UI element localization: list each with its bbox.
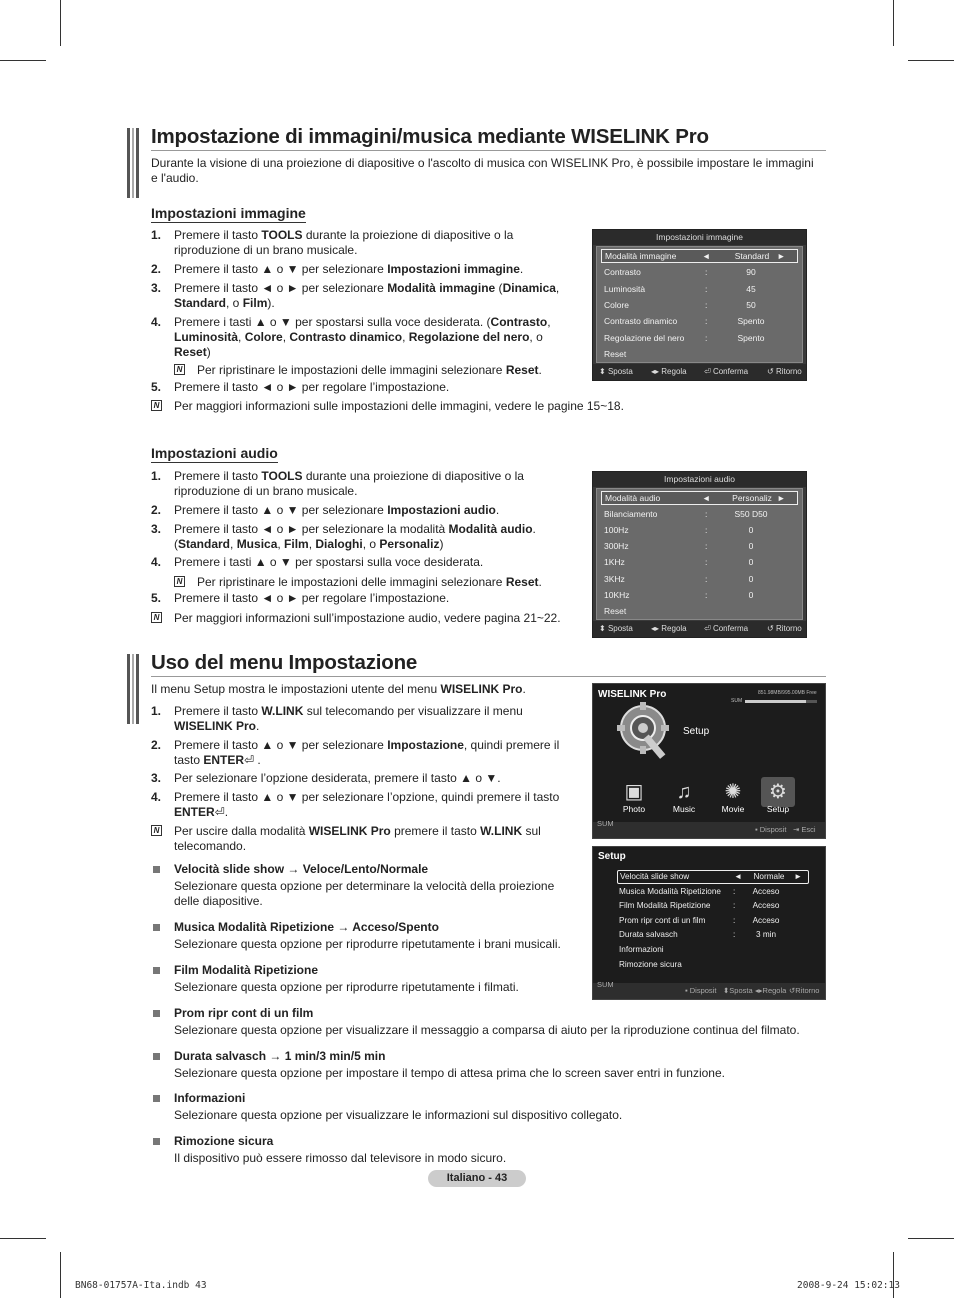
- section-intro: Durante la visione di una proiezione di diapositive o l'ascolto di musica con WISELINK Pro, è possibile impostare le immagini e l'audio.: [151, 156, 814, 185]
- row-colon: :: [733, 901, 736, 911]
- note-text: Per ripristinare le impostazioni delle immagini selezionare Reset.: [197, 363, 542, 377]
- title-rule: [151, 150, 826, 151]
- step-text: Premere i tasti ▲ o ▼ per spostarsi sulla voce desiderata.: [174, 555, 484, 569]
- osd-title: Impostazioni immagine: [593, 230, 806, 245]
- crop-mark: [893, 0, 894, 46]
- section-bar: [127, 128, 139, 198]
- wiselink-brand: WISELINK Pro: [598, 689, 667, 700]
- bullet-square-icon: [153, 924, 160, 931]
- row-value: Standard: [734, 251, 770, 261]
- wiselink-main-menu: [592, 683, 826, 839]
- row-value: Spento: [737, 332, 765, 343]
- section-title: Impostazione di immagini/musica mediante WISELINK Pro: [151, 125, 709, 148]
- option-title: Velocità slide show → Veloce/Lento/Normale: [174, 862, 429, 876]
- crop-mark: [893, 1252, 894, 1298]
- note-text: Per maggiori informazioni sulle impostazioni delle immagini, vedere le pagine 15~18.: [174, 399, 624, 413]
- osd-row[interactable]: [601, 507, 798, 521]
- osd-title: Impostazioni audio: [593, 472, 806, 487]
- osd-audio-settings: [592, 471, 807, 638]
- device-button[interactable]: ▪ Disposit: [685, 986, 717, 995]
- row-colon: :: [705, 267, 708, 278]
- row-colon: :: [705, 283, 708, 294]
- step-number: 4.: [151, 315, 162, 329]
- row-value: 0: [748, 525, 754, 536]
- row-colon: :: [705, 525, 708, 536]
- row-label: Contrasto: [604, 267, 641, 278]
- osd-move-hint: ⬍ Sposta: [599, 624, 633, 633]
- row-colon: :: [705, 573, 708, 584]
- osd-row[interactable]: [601, 347, 798, 361]
- osd-footer: [593, 621, 806, 637]
- osd-row[interactable]: [601, 555, 798, 569]
- row-value: 0: [748, 589, 754, 600]
- row-colon: :: [705, 299, 708, 310]
- row-value: Personaliz: [732, 493, 772, 503]
- setup-row[interactable]: [617, 943, 809, 957]
- right-arrow-icon: ►: [777, 493, 786, 503]
- option-title: Prom ripr cont di un film: [174, 1006, 314, 1020]
- osd-row[interactable]: [601, 331, 798, 345]
- setup-icon[interactable]: ⚙: [761, 777, 795, 807]
- music-icon[interactable]: ♫: [676, 781, 692, 803]
- osd-row[interactable]: [601, 265, 798, 279]
- bullet-square-icon: [153, 866, 160, 873]
- row-label: Modalità immagine: [605, 251, 677, 261]
- step-number: 4.: [151, 555, 162, 569]
- osd-row[interactable]: [601, 314, 798, 328]
- step-text: Premere il tasto ▲ o ▼ per selezionare Impostazioni immagine.: [174, 262, 524, 276]
- osd-move-hint: ⬍ Sposta: [599, 367, 633, 376]
- row-value: 3 min: [755, 930, 777, 940]
- left-arrow-icon: ◄: [702, 493, 711, 503]
- print-timestamp: 2008-9-24 15:02:13: [797, 1280, 900, 1291]
- current-section-label: Setup: [683, 726, 710, 737]
- step-number: 2.: [151, 262, 162, 276]
- row-label: Durata salvasch: [619, 930, 678, 940]
- step-number: 3.: [151, 281, 162, 295]
- row-colon: :: [705, 316, 708, 327]
- row-label: Reset: [604, 605, 627, 616]
- option-description: Selezionare questa opzione per impostare il tempo di attesa prima che lo screen saver entri in funzione.: [174, 1066, 725, 1080]
- osd-row[interactable]: [601, 588, 798, 602]
- step-number: 5.: [151, 380, 162, 394]
- step-text: Premere il tasto ◄ o ► per selezionare Modalità immagine (Dinamica, Standard, o Film).: [174, 281, 560, 310]
- osd-row[interactable]: [601, 298, 798, 312]
- note-text: Per uscire dalla modalità WISELINK Pro premere il tasto W.LINK sul telecomando.: [174, 824, 541, 853]
- osd-confirm-hint: ⏎ Conferma: [704, 367, 749, 376]
- step-number: 5.: [151, 591, 162, 605]
- step-text: Premere il tasto ▲ o ▼ per selezionare Impostazioni audio.: [174, 503, 500, 517]
- osd-selected-row[interactable]: [601, 249, 798, 263]
- row-label: Luminosità: [604, 283, 646, 294]
- step-text: Premere il tasto ◄ o ► per regolare l’impostazione.: [174, 380, 450, 394]
- osd-confirm-hint: ⏎ Conferma: [704, 624, 749, 633]
- right-arrow-icon: ►: [777, 251, 786, 261]
- step-text: Premere il tasto ▲ o ▼ per selezionare l’opzione, quindi premere il tasto ENTER⏎.: [174, 790, 560, 819]
- osd-footer: [593, 364, 806, 380]
- bullet-square-icon: [153, 1010, 160, 1017]
- wiselink-status-bar: [593, 819, 825, 838]
- section-intro: Il menu Setup mostra le impostazioni utente del menu WISELINK Pro.: [151, 682, 526, 696]
- osd-body: [596, 246, 803, 363]
- device-label: SUM: [597, 980, 614, 989]
- option-description: Selezionare questa opzione per riprodurre ripetutamente i filmati.: [174, 980, 519, 994]
- osd-adjust-hint: ◂▸ Regola: [651, 367, 687, 376]
- left-arrow-icon: ◄: [734, 872, 743, 881]
- step-text: Premere il tasto ◄ o ► per regolare l’impostazione.: [174, 591, 450, 605]
- osd-image-settings: [592, 229, 807, 381]
- row-value: 0: [748, 557, 754, 568]
- page-number-badge: Italiano - 43: [428, 1170, 526, 1187]
- option-title: Film Modalità Ripetizione: [174, 963, 319, 977]
- menu-label-setup[interactable]: Setup: [766, 804, 790, 814]
- row-label: Modalità audio: [605, 493, 661, 503]
- row-value: Acceso: [752, 915, 780, 925]
- row-label: 300Hz: [604, 541, 629, 552]
- crop-mark: [0, 1238, 46, 1239]
- row-label: 1KHz: [604, 557, 625, 568]
- back-hint: ↺Ritorno: [789, 986, 820, 995]
- setup-row[interactable]: [617, 899, 809, 913]
- osd-selected-row[interactable]: [601, 491, 798, 505]
- step-text: Premere il tasto ▲ o ▼ per selezionare Impostazione, quindi premere il tasto ENTER⏎ .: [174, 738, 560, 767]
- bullet-square-icon: [153, 1053, 160, 1060]
- row-colon: :: [733, 886, 736, 896]
- row-colon: :: [705, 557, 708, 568]
- step-number: 2.: [151, 738, 162, 752]
- exit-button[interactable]: ⇥ Esci: [793, 825, 816, 834]
- option-description: Il dispositivo può essere rimosso dal televisore in modo sicuro.: [174, 1151, 507, 1165]
- menu-label-music[interactable]: Music: [672, 804, 696, 814]
- row-value: Normale: [753, 872, 785, 881]
- osd-adjust-hint: ◂▸ Regola: [651, 624, 687, 633]
- row-label: Colore: [604, 299, 630, 310]
- osd-row[interactable]: [601, 282, 798, 296]
- device-label: SUM: [731, 698, 743, 704]
- row-label: 3KHz: [604, 573, 625, 584]
- osd-row[interactable]: [601, 539, 798, 553]
- osd-row[interactable]: [601, 604, 798, 618]
- row-label: 10KHz: [604, 589, 630, 600]
- option-title: Musica Modalità Ripetizione → Acceso/Spento: [174, 920, 439, 934]
- osd-back-hint: ↺ Ritorno: [767, 367, 802, 376]
- device-label: SUM: [597, 819, 614, 828]
- option-description: Selezionare questa opzione per visualizzare le informazioni sul dispositivo collegato.: [174, 1108, 623, 1122]
- step-text: Premere il tasto ◄ o ► per selezionare la modalità Modalità audio. (Standard, Musica, Film, Dialoghi, o Personaliz): [174, 522, 536, 551]
- bullet-square-icon: [153, 967, 160, 974]
- row-colon: :: [705, 509, 708, 520]
- step-number: 1.: [151, 228, 162, 242]
- row-value: 0: [748, 541, 754, 552]
- note-text: Per ripristinare le impostazioni delle immagini selezionare Reset.: [197, 575, 542, 589]
- setup-gear-icon: [613, 700, 681, 760]
- row-colon: :: [733, 930, 736, 940]
- setup-selected-row[interactable]: [617, 870, 809, 884]
- row-label: Informazioni: [619, 945, 664, 954]
- step-text: Premere il tasto W.LINK sul telecomando per visualizzare il menu WISELINK Pro.: [174, 704, 523, 733]
- note-icon: N: [174, 364, 185, 375]
- menu-label-movie[interactable]: Movie: [721, 804, 745, 814]
- bullet-square-icon: [153, 1095, 160, 1102]
- move-hint: ⬍Sposta: [723, 986, 753, 995]
- row-label: Rimozione sicura: [619, 959, 682, 969]
- setup-row[interactable]: [617, 914, 809, 928]
- row-value: 90: [746, 267, 756, 278]
- row-colon: :: [733, 915, 736, 925]
- note-icon: N: [151, 612, 162, 623]
- left-arrow-icon: ◄: [702, 251, 711, 261]
- row-label: Film Modalità Ripetizione: [619, 901, 711, 911]
- step-text: Premere i tasti ▲ o ▼ per spostarsi sulla voce desiderata. (Contrasto, Luminosità, Colore, Contrasto dinamico, Regolazione del nero, o Reset): [174, 315, 551, 359]
- row-value: Acceso: [752, 901, 780, 911]
- row-value: S50 D50: [734, 509, 768, 520]
- osd-body: [596, 488, 803, 620]
- title-rule: [151, 676, 826, 677]
- note-text: Per maggiori informazioni sull’impostazione audio, vedere pagina 21~22.: [174, 611, 561, 625]
- setup-row[interactable]: [617, 928, 809, 942]
- row-colon: :: [705, 541, 708, 552]
- row-value: Spento: [737, 316, 765, 327]
- setup-status-bar: [593, 980, 825, 999]
- row-label: Contrasto dinamico: [604, 316, 678, 327]
- row-label: Bilanciamento: [604, 509, 658, 520]
- option-description: Selezionare questa opzione per riprodurre ripetutamente i brani musicali.: [174, 937, 561, 951]
- row-label: Regolazione del nero: [604, 332, 685, 343]
- osd-back-hint: ↺ Ritorno: [767, 624, 802, 633]
- right-arrow-icon: ►: [794, 872, 803, 881]
- adjust-hint: ◂▸Regola: [755, 986, 787, 995]
- crop-mark: [908, 60, 954, 61]
- step-number: 3.: [151, 522, 162, 536]
- photo-icon[interactable]: ▣: [624, 781, 644, 803]
- option-title: Durata salvasch → 1 min/3 min/5 min: [174, 1049, 386, 1063]
- note-icon: N: [151, 400, 162, 411]
- setup-row[interactable]: [617, 885, 809, 899]
- option-description: Selezionare questa opzione per visualizzare il messaggio a comparsa di aiuto per la riproduzione continua del filmato.: [174, 1023, 800, 1037]
- crop-mark: [0, 60, 46, 61]
- crop-mark: [908, 1238, 954, 1239]
- crop-mark: [60, 1252, 61, 1298]
- row-label: Reset: [604, 348, 627, 359]
- step-number: 2.: [151, 503, 162, 517]
- option-title: Rimozione sicura: [174, 1134, 274, 1148]
- row-value: 0: [748, 573, 754, 584]
- osd-row[interactable]: [601, 572, 798, 586]
- step-number: 3.: [151, 771, 162, 785]
- note-icon: N: [174, 576, 185, 587]
- storage-info: 851.98MB/995.00MB Free: [758, 690, 817, 696]
- row-label: Velocità slide show: [620, 872, 690, 881]
- bullet-square-icon: [153, 1138, 160, 1145]
- setup-title: Setup: [598, 851, 626, 862]
- step-number: 1.: [151, 469, 162, 483]
- row-value: 50: [746, 299, 756, 310]
- step-number: 4.: [151, 790, 162, 804]
- device-button[interactable]: ▪ Disposit: [755, 825, 787, 834]
- osd-row[interactable]: [601, 523, 798, 537]
- row-value: 45: [746, 283, 756, 294]
- menu-label-photo[interactable]: Photo: [622, 804, 646, 814]
- step-number: 1.: [151, 704, 162, 718]
- image-settings-heading: Impostazioni immagine: [151, 205, 306, 221]
- movie-icon[interactable]: ✺: [724, 781, 742, 803]
- section-bar: [127, 654, 139, 724]
- setup-row[interactable]: [617, 958, 809, 972]
- section-title: Uso del menu Impostazione: [151, 651, 418, 674]
- print-slug: BN68-01757A-Ita.indb 43: [75, 1280, 207, 1291]
- row-label: 100Hz: [604, 525, 629, 536]
- row-colon: :: [705, 589, 708, 600]
- step-text: Premere il tasto TOOLS durante la proiezione di diapositive o la riproduzione di un brano musicale.: [174, 228, 514, 257]
- step-text: Premere il tasto TOOLS durante una proiezione di diapositive o la riproduzione di un brano musicale.: [174, 469, 524, 498]
- audio-settings-heading: Impostazioni audio: [151, 445, 278, 461]
- option-description: Selezionare questa opzione per determinare la velocità della proiezione delle diapositive.: [174, 879, 555, 908]
- step-text: Per selezionare l’opzione desiderata, premere il tasto ▲ o ▼.: [174, 771, 501, 785]
- option-title: Informazioni: [174, 1091, 246, 1105]
- row-value: Acceso: [752, 886, 780, 896]
- row-label: Prom ripr cont di un film: [619, 915, 706, 925]
- setup-panel: [592, 846, 826, 1000]
- crop-mark: [60, 0, 61, 46]
- row-colon: :: [705, 332, 708, 343]
- row-label: Musica Modalità Ripetizione: [619, 886, 721, 896]
- storage-bar: [745, 700, 817, 703]
- note-icon: N: [151, 825, 162, 836]
